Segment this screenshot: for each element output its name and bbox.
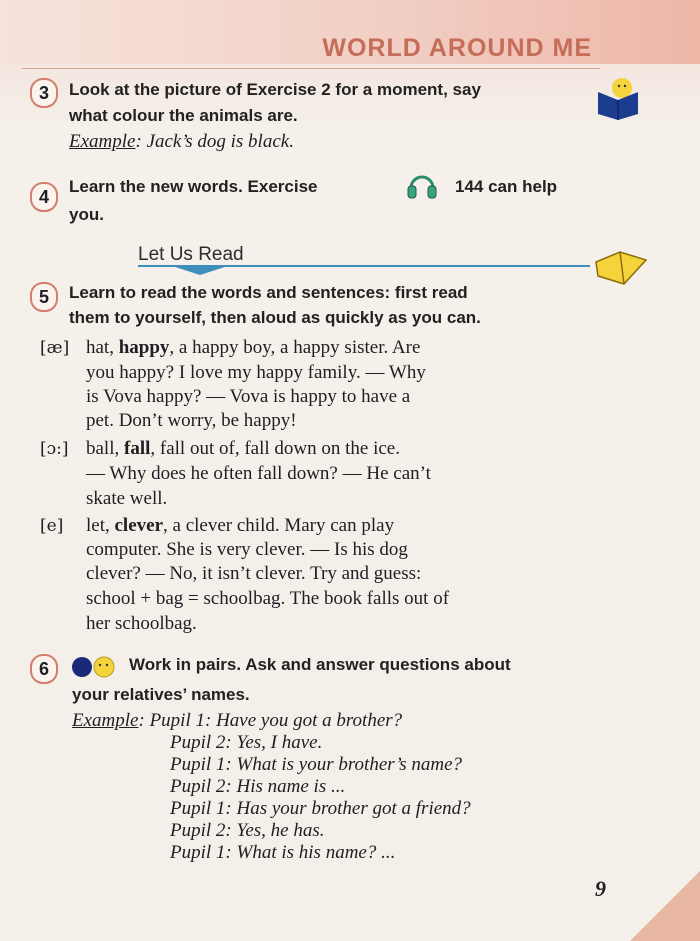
headphones-icon — [405, 168, 439, 202]
exercise-4-instruction-line2: you. — [69, 205, 104, 224]
reading-line: skate well. — [86, 488, 168, 509]
reading-line: let, clever, a clever child. Mary can play — [86, 515, 395, 536]
page-header-title: WORLD AROUND ME — [322, 34, 592, 62]
exercise-number-4: 4 — [30, 182, 58, 212]
reading-line: you happy? I love my happy family. — Why — [86, 362, 426, 383]
exercise-number-6: 6 — [30, 654, 58, 684]
reading-line: her schoolbag. — [86, 613, 197, 634]
exercise-3-example — [69, 130, 294, 155]
dialog-line: Pupil 1: Has your brother got a friend? — [170, 798, 471, 819]
dialog-line: Pupil 2: Yes, he has. — [170, 820, 325, 841]
book-reading-icon — [594, 74, 642, 122]
reading-line: clever? — No, it isn’t clever. Try and guess: — [86, 563, 422, 584]
pair-work-icon — [70, 655, 118, 679]
example-text: Jack’s dog is black. — [146, 131, 294, 152]
reading-line: hat, happy, a happy boy, a happy sister. Are — [86, 337, 421, 358]
reading-line: computer. She is very clever. — Is his dog — [86, 539, 408, 560]
exercise-6-instruction-line1: Work in pairs. Ask and answer questions about — [129, 655, 511, 674]
reading-line: ball, fall, fall out of, fall down on the ice. — [86, 438, 400, 459]
dialog-line: Pupil 1: What is your brother’s name? — [170, 754, 463, 775]
header-divider — [22, 68, 600, 69]
open-book-icon — [594, 246, 648, 290]
reading-line: is Vova happy? — Vova is happy to have a — [86, 386, 411, 407]
phoneme-ae: [æ] — [40, 338, 70, 358]
section-title-let-us-read: Let Us Read — [138, 244, 244, 265]
reading-line: school + bag = schoolbag. The book falls out of — [86, 588, 450, 609]
exercise-3-instruction-line2: what colour the animals are. — [69, 106, 298, 125]
exercise-number-5: 5 — [30, 282, 58, 312]
reading-line: pet. Don’t worry, be happy! — [86, 410, 297, 431]
exercise-4-instruction-before: Learn the new words. Exercise — [69, 177, 318, 196]
dialog-line: Example: Pupil 1: Have you got a brother? — [72, 710, 403, 731]
section-underline-marker — [172, 266, 228, 275]
exercise-4-instruction-after: 144 can help — [455, 177, 558, 196]
exercise-5-instruction-line1: Learn to read the words and sentences: first read — [69, 283, 468, 302]
dialog-line: Pupil 2: Yes, I have. — [170, 732, 323, 753]
dialog-line: Pupil 1: What is his name? ... — [170, 842, 396, 863]
page-corner-decoration — [630, 871, 700, 941]
page-number: 9 — [595, 876, 606, 901]
phoneme-aw: [ɔ:] — [40, 439, 69, 459]
phoneme-e: [e] — [40, 516, 64, 536]
example-label: Example — [69, 131, 136, 152]
example-colon: : — [135, 131, 142, 152]
exercise-number-3: 3 — [30, 78, 58, 108]
dialog-line: Pupil 2: His name is ... — [170, 776, 346, 797]
reading-line: — Why does he often fall down? — He can’t — [86, 463, 431, 484]
exercise-3-instruction-line1: Look at the picture of Exercise 2 for a moment, say — [69, 80, 481, 99]
exercise-5-instruction-line2: them to yourself, then aloud as quickly as you can. — [69, 308, 481, 327]
exercise-6-instruction-line2: your relatives’ names. — [72, 685, 250, 704]
